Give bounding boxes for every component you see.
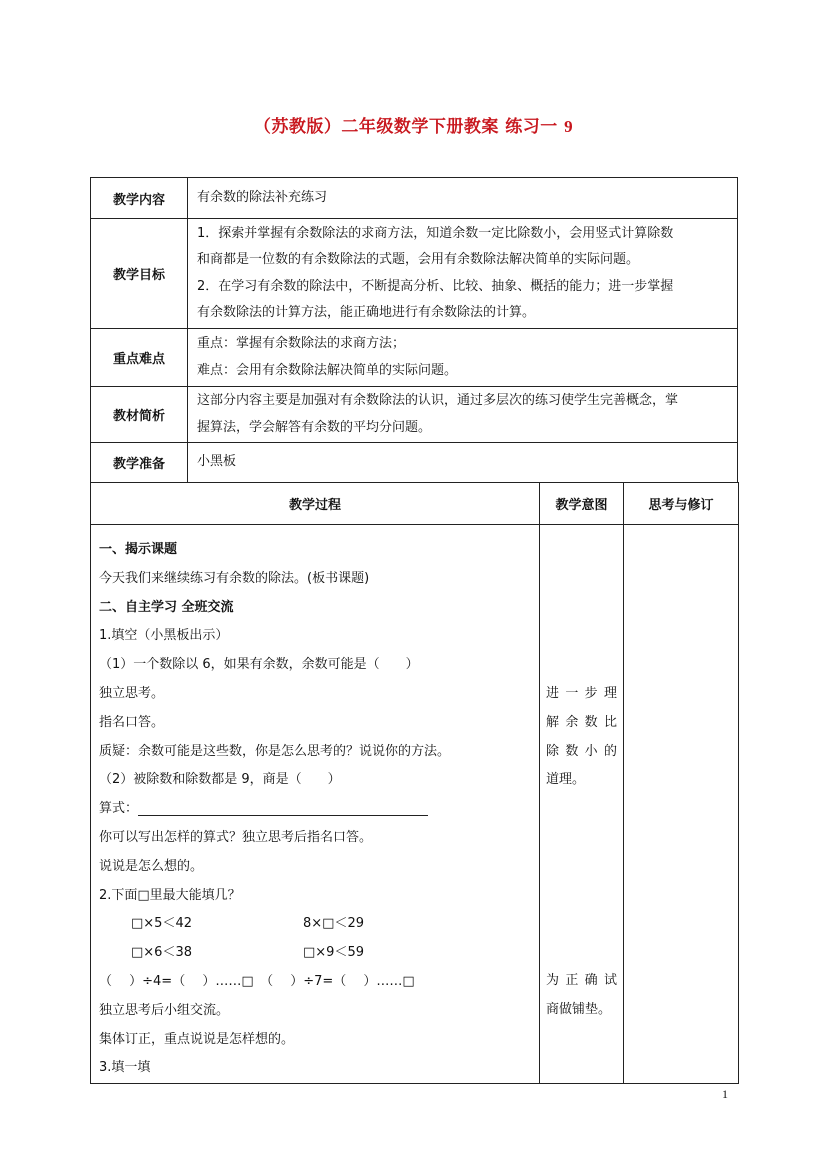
division-row: （ ）÷4=（ ）……□ （ ）÷7=（ ）……□ xyxy=(99,973,415,989)
process-line: 说说是怎么想的。 xyxy=(99,858,204,874)
label-content: 教学内容 xyxy=(91,178,188,219)
label-analysis: 教材简析 xyxy=(91,387,188,443)
value-content: 有余数的除法补充练习 xyxy=(188,178,738,219)
process-body-row xyxy=(91,525,739,1084)
row-content xyxy=(91,178,738,219)
value-analysis: 这部分内容主要是加强对有余数除法的认识，通过多层次的练习使学生完善概念，掌 握算法，学会解答有余数的平均分问题。 xyxy=(188,387,738,443)
inequality-row: □×6＜38 □×9＜59 xyxy=(131,945,364,961)
process-line: 1.填空（小黑板出示） xyxy=(99,628,229,644)
row-analysis xyxy=(91,387,738,443)
process-line: （2）被除数和除数都是 9，商是（ ） xyxy=(99,772,341,788)
process-line: 指名口答。 xyxy=(99,714,165,730)
process-line: 今天我们来继续练习有余数的除法。(板书课题) xyxy=(99,570,370,586)
intent-cell: 进一步理 解余数比 除数小的 道理。 为正确试 商做铺垫。 xyxy=(540,525,624,1084)
section-heading: 二、自主学习 全班交流 xyxy=(99,599,234,615)
lesson-info-table xyxy=(90,177,738,483)
document-title xyxy=(0,112,827,137)
section-heading: 一、揭示课题 xyxy=(99,542,178,557)
formula-line: 算式： xyxy=(99,795,531,824)
process-cell xyxy=(91,525,540,1084)
label-objectives: 教学目标 xyxy=(91,219,188,329)
process-header-row xyxy=(91,483,739,525)
process-line: （1）一个数除以 6，如果有余数，余数可能是（ ） xyxy=(99,657,419,673)
process-line: 质疑：余数可能是这些数，你是怎么思考的？说说你的方法。 xyxy=(99,743,451,759)
process-line: 独立思考后小组交流。 xyxy=(99,1002,230,1018)
header-revision: 思考与修订 xyxy=(624,483,739,525)
page-number: 1 xyxy=(722,1087,728,1101)
process-line: 你可以写出怎样的算式？独立思考后指名口答。 xyxy=(99,829,373,845)
title-number: 9 xyxy=(564,117,574,136)
header-intent: 教学意图 xyxy=(540,483,624,525)
value-preparation: 小黑板 xyxy=(188,443,738,483)
row-preparation xyxy=(91,443,738,483)
teaching-process-table xyxy=(90,482,739,1084)
value-key-points: 重点：掌握有余数除法的求商方法； 难点：会用有余数除法解决简单的实际问题。 xyxy=(188,329,738,387)
label-preparation: 教学准备 xyxy=(91,443,188,483)
answer-blank xyxy=(138,801,428,816)
value-objectives: 1．探索并掌握有余数除法的求商方法，知道余数一定比除数小，会用竖式计算除数 和商都是一位数的有余数除法的式题，会用有余数除法解决简单的实际问题。 2．在学习有余数的除法中，不断提高分析、比较、抽象、概括的能力；进一步掌握 有余数除法的计算方法，能正确地进行有余数除法的计算。 xyxy=(188,219,738,329)
row-key-points xyxy=(91,329,738,387)
label-key-points: 重点难点 xyxy=(91,329,188,387)
process-line: 集体订正，重点说说是怎样想的。 xyxy=(99,1031,295,1047)
header-process: 教学过程 xyxy=(91,483,540,525)
revision-cell xyxy=(624,525,739,1084)
row-objectives xyxy=(91,219,738,329)
process-line: 独立思考。 xyxy=(99,685,165,701)
title-text: （苏教版）二年级数学下册教案 练习一 xyxy=(253,117,558,137)
process-line: 3.填一填 xyxy=(99,1060,151,1076)
inequality-row: □×5＜42 8×□＜29 xyxy=(131,916,364,932)
process-line: 2.下面□里最大能填几？ xyxy=(99,887,241,903)
